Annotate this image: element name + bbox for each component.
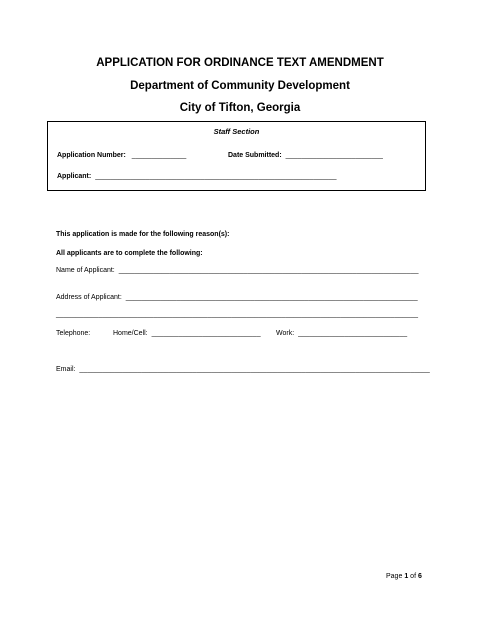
applicant-label: Applicant: <box>57 173 92 180</box>
email-label: Email: <box>56 366 76 373</box>
department-name: Department of Community Development <box>130 80 350 92</box>
work-field[interactable]: ____________________________ <box>298 330 408 337</box>
name-label: Name of Applicant: <box>56 267 115 274</box>
city-name: City of Tifton, Georgia <box>179 102 301 114</box>
application-number-label: Application Number: <box>57 152 126 159</box>
complete-heading: All applicants are to complete the following: <box>56 250 203 257</box>
page-current: 1 <box>404 573 409 580</box>
date-submitted-row <box>228 152 383 159</box>
application-number-field[interactable]: ______________ <box>131 152 187 159</box>
page-number <box>386 573 422 580</box>
reason-heading: This application is made for the following reason(s): <box>56 231 230 238</box>
address-label: Address of Applicant: <box>56 294 122 301</box>
applicant-field[interactable]: ______________________________________________________________ <box>95 173 337 180</box>
date-submitted-field[interactable]: _________________________ <box>285 152 383 159</box>
home-cell-row <box>113 330 261 337</box>
address-field[interactable]: ___________________________________________________________________________ <box>125 294 418 301</box>
application-number-row <box>57 152 186 159</box>
email-field[interactable]: __________________________________________________________________________________________ <box>79 366 430 373</box>
page-total: 6 <box>417 573 422 580</box>
home-cell-field[interactable]: ____________________________ <box>151 330 261 337</box>
work-label: Work: <box>276 330 295 337</box>
page-word: Page <box>386 573 403 580</box>
home-cell-label: Home/Cell: <box>113 330 148 337</box>
email-row <box>56 366 430 373</box>
form-title: APPLICATION FOR ORDINANCE TEXT AMENDMENT <box>96 57 384 69</box>
date-submitted-label: Date Submitted: <box>228 152 282 159</box>
staff-section-title: Staff Section <box>213 127 260 136</box>
work-row <box>276 330 407 337</box>
address-line-2[interactable]: _____________________________________________________________________________________________ <box>56 311 419 318</box>
address-row <box>56 294 418 301</box>
of-word: of <box>410 573 417 580</box>
name-row <box>56 267 419 274</box>
name-field[interactable]: _____________________________________________________________________________ <box>118 267 419 274</box>
applicant-row <box>57 173 337 180</box>
telephone-label: Telephone: <box>56 330 91 337</box>
staff-section-box <box>47 121 426 191</box>
